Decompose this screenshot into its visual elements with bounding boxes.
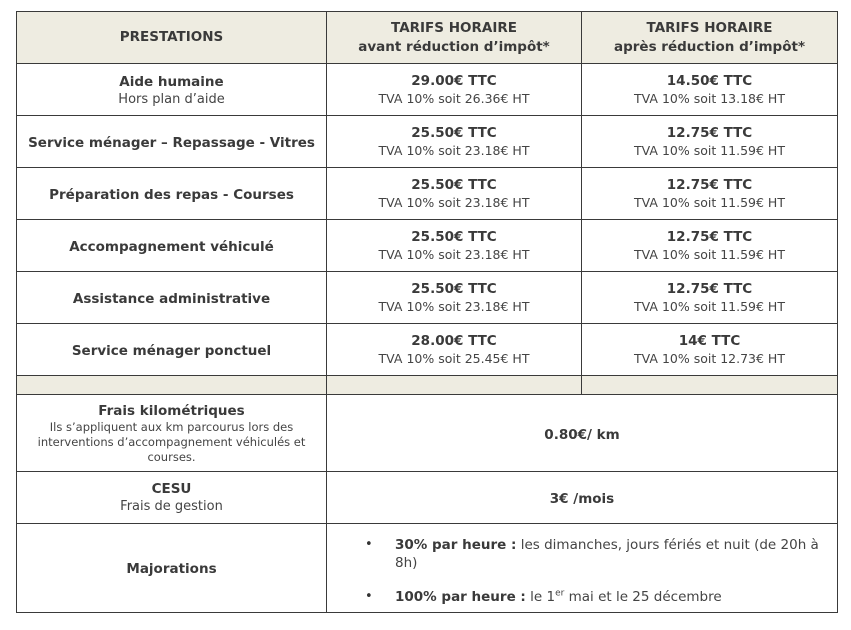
list-item [365,536,831,572]
tarif-avant-ttc: 25.50€ TTC [411,176,497,193]
header-row [17,12,838,64]
table-row [17,220,838,272]
tarif-apres-cell [582,168,838,220]
majoration-rate: 100% par heure : [395,588,526,605]
header-tarifs-avant-line2: avant réduction d’impôt* [358,38,550,55]
tarif-avant-cell [327,64,582,116]
tarif-avant-ttc: 25.50€ TTC [411,280,497,297]
tarif-apres-cell [582,272,838,324]
majorations-row [17,524,838,613]
tarif-avant-ht: TVA 10% soit 25.45€ HT [378,350,530,366]
bullet-icon: • [365,536,373,552]
tarif-apres-ht: TVA 10% soit 11.59€ HT [634,246,785,262]
tarif-avant-cell [327,168,582,220]
tarif-avant-cell [327,220,582,272]
majorations-list [333,536,831,606]
prestation-cell [17,220,327,272]
tarif-avant-ht: TVA 10% soit 23.18€ HT [378,298,530,314]
prestation-name: Assistance administrative [72,290,271,307]
prestation-name: Accompagnement véhiculé [69,238,274,255]
cesu-title: CESU [151,480,192,497]
tarif-avant-ht: TVA 10% soit 26.36€ HT [378,90,530,106]
spacer-cell [327,376,582,395]
prestation-name: Service ménager ponctuel [71,342,272,359]
tarif-avant-ht: TVA 10% soit 23.18€ HT [378,142,530,158]
tarif-apres-cell [582,116,838,168]
prestation-cell [17,168,327,220]
tarif-avant-cell [327,272,582,324]
spacer-row [17,376,838,395]
tarif-avant-ttc: 25.50€ TTC [411,124,497,141]
majorations-title: Majorations [126,561,217,577]
prestation-cell [17,324,327,376]
frais-km-value-cell [327,395,838,472]
table-row [17,324,838,376]
prestation-sub: Hors plan d’aide [118,91,225,107]
table-row [17,272,838,324]
majorations-list-cell [327,524,838,613]
tarif-apres-ht: TVA 10% soit 11.59€ HT [634,142,785,158]
tarif-apres-ttc: 12.75€ TTC [666,176,753,193]
tarif-avant-ht: TVA 10% soit 23.18€ HT [378,246,530,262]
frais-km-row [17,395,838,472]
tarif-apres-ttc: 12.75€ TTC [666,124,753,141]
tarif-apres-ht: TVA 10% soit 13.18€ HT [634,90,785,106]
cesu-row [17,472,838,524]
tarif-apres-ht: TVA 10% soit 12.73€ HT [634,350,785,366]
bullet-icon: • [365,588,373,604]
tarif-avant-cell [327,324,582,376]
frais-km-title: Frais kilométriques [98,402,245,419]
prestation-name: Aide humaine [119,73,224,90]
cesu-desc: Frais de gestion [120,498,223,514]
tarifs-table [16,11,838,613]
cesu-cell [17,472,327,524]
tarif-apres-ttc: 12.75€ TTC [666,280,753,297]
tarif-apres-ht: TVA 10% soit 11.59€ HT [634,298,785,314]
prestation-name: Service ménager – Repassage - Vitres [28,134,315,151]
header-prestations: PRESTATIONS [17,12,327,64]
prestation-cell [17,116,327,168]
tarif-apres-ht: TVA 10% soit 11.59€ HT [634,194,785,210]
tarif-avant-ttc: 28.00€ TTC [411,332,497,349]
prestation-cell [17,272,327,324]
table-row [17,168,838,220]
majoration-desc: les dimanches, jours fériés et nuit (de 20h à 8h) [395,536,819,571]
table-row [17,64,838,116]
majorations-cell [17,524,327,613]
list-item [365,588,831,606]
majoration-desc-end: mai et le 25 décembre [564,588,722,605]
tarif-avant-ttc: 25.50€ TTC [411,228,497,245]
frais-km-value: 0.80€/ km [544,426,620,443]
prestation-cell [17,64,327,116]
header-tarifs-avant-line1: TARIFS HORAIRE [391,19,517,36]
tarif-apres-ttc: 14.50€ TTC [666,72,753,89]
header-tarifs-apres [582,12,838,64]
majoration-desc: le 1 [525,588,556,605]
tarif-avant-ht: TVA 10% soit 23.18€ HT [378,194,530,210]
table-row [17,116,838,168]
frais-km-desc: Ils s’appliquent aux km parcourus lors des interventions d’accompagnement véhiculés et courses. [37,419,306,464]
tarif-avant-ttc: 29.00€ TTC [411,72,497,89]
cesu-value-cell [327,472,838,524]
spacer-cell [17,376,327,395]
cesu-value: 3€ /mois [549,491,615,507]
majoration-sup: er [555,588,565,598]
tarif-apres-ttc: 14€ TTC [678,332,741,349]
header-tarifs-apres-line1: TARIFS HORAIRE [646,19,773,36]
tarif-apres-cell [582,64,838,116]
tarif-avant-cell [327,116,582,168]
tarif-apres-cell [582,324,838,376]
tarif-apres-ttc: 12.75€ TTC [666,228,753,245]
prestation-name: Préparation des repas - Courses [49,186,294,203]
frais-km-cell [17,395,327,472]
tarif-apres-cell [582,220,838,272]
header-tarifs-apres-line2: après réduction d’impôt* [613,38,806,55]
header-tarifs-avant [327,12,582,64]
majoration-rate: 30% par heure : [395,536,517,553]
spacer-cell [582,376,838,395]
